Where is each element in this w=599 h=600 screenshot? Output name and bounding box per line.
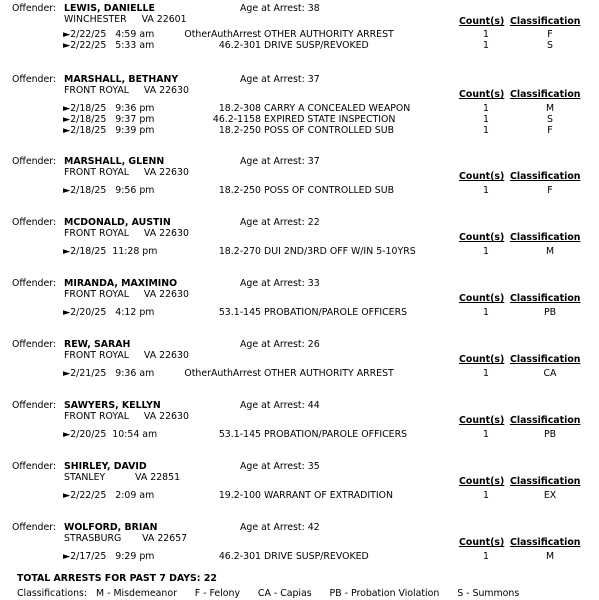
charge-code: 53.1-145 [218,429,261,440]
charge-classification: M [545,246,555,257]
charge-count: 1 [483,246,489,257]
charge-row [0,114,599,125]
charge-code: OtherAuthArrest [184,29,261,40]
offender-address: FRONT ROYAL VA 22630 [64,228,189,239]
offender-block [0,278,599,322]
charge-datetime: ►2/22/25 2:09 am [63,490,155,501]
offender-name: SHIRLEY, DAVID [64,461,147,472]
classification-header: Classification [510,476,581,487]
offender-label: Offender: [12,156,57,167]
charge-description: DRIVE SUSP/REVOKED [264,40,369,51]
offender-block [0,339,599,383]
charge-classification: S [547,114,553,125]
charge-datetime: ►2/22/25 4:59 am [63,29,155,40]
charge-row [0,429,599,440]
charge-datetime: ►2/22/25 5:33 am [63,40,155,51]
charge-description: OTHER AUTHORITY ARREST [264,368,394,379]
offender-address: FRONT ROYAL VA 22630 [64,350,189,361]
offender-address: FRONT ROYAL VA 22630 [64,85,189,96]
charge-count: 1 [483,40,489,51]
age-at-arrest: Age at Arrest: 38 [240,3,320,14]
offender-block [0,522,599,566]
charge-count: 1 [483,29,489,40]
charge-description: EXPIRED STATE INSPECTION [264,114,396,125]
charge-classification: M [545,103,555,114]
offender-address: FRONT ROYAL VA 22630 [64,289,189,300]
charge-classification: S [547,40,553,51]
count-header: Count(s) [459,476,505,487]
classification-header: Classification [510,415,581,426]
charge-count: 1 [483,551,489,562]
charge-code: 53.1-145 [218,307,261,318]
classification-header: Classification [510,537,581,548]
charge-classification: PB [543,307,557,318]
charge-datetime: ►2/20/25 10:54 am [63,429,158,440]
count-header: Count(s) [459,293,505,304]
charge-code: 46.2-301 [218,551,261,562]
count-header: Count(s) [459,89,505,100]
offender-label: Offender: [12,74,57,85]
charge-count: 1 [483,114,489,125]
total-arrests-value: 22 [203,573,217,584]
classification-legend: Classifications: M - Misdemeanor F - Felony CA - Capias PB - Probation Violation S - Summons [17,588,520,599]
offender-name: MCDONALD, AUSTIN [64,217,171,228]
classification-header: Classification [510,293,581,304]
offender-label: Offender: [12,278,57,289]
charge-code: 46.2-301 [218,40,261,51]
charge-datetime: ►2/21/25 9:36 am [63,368,155,379]
offender-name: MIRANDA, MAXIMINO [64,278,178,289]
charge-row [0,29,599,40]
age-at-arrest: Age at Arrest: 35 [240,461,320,472]
count-header: Count(s) [459,537,505,548]
charge-description: DRIVE SUSP/REVOKED [264,551,369,562]
offender-address: FRONT ROYAL VA 22630 [64,167,189,178]
age-at-arrest: Age at Arrest: 37 [240,74,320,85]
charge-description: PROBATION/PAROLE OFFICERS [264,307,408,318]
charge-description: PROBATION/PAROLE OFFICERS [264,429,408,440]
charge-description: DUI 2ND/3RD OFF W/IN 5-10YRS [264,246,416,257]
charge-datetime: ►2/20/25 4:12 pm [63,307,155,318]
offender-name: SAWYERS, KELLYN [64,400,161,411]
offender-address: STANLEY VA 22851 [64,472,181,483]
charge-row [0,125,599,136]
charge-classification: F [547,125,553,136]
age-at-arrest: Age at Arrest: 22 [240,217,320,228]
count-header: Count(s) [459,232,505,243]
age-at-arrest: Age at Arrest: 33 [240,278,320,289]
charge-row [0,368,599,379]
charge-row [0,103,599,114]
offender-block [0,156,599,200]
offender-label: Offender: [12,400,57,411]
offender-name: REW, SARAH [64,339,131,350]
charge-row [0,40,599,51]
charge-code: 18.2-308 [218,103,261,114]
age-at-arrest: Age at Arrest: 37 [240,156,320,167]
charge-row [0,246,599,257]
total-arrests-label: TOTAL ARRESTS FOR PAST 7 DAYS: [17,573,201,584]
charge-description: POSS OF CONTROLLED SUB [264,125,395,136]
charge-datetime: ►2/18/25 9:56 pm [63,185,155,196]
charge-row [0,490,599,501]
offender-label: Offender: [12,3,57,14]
age-at-arrest: Age at Arrest: 26 [240,339,320,350]
offender-name: MARSHALL, BETHANY [64,74,179,85]
charge-code: 18.2-250 [218,125,261,136]
charge-datetime: ►2/18/25 9:39 pm [63,125,155,136]
offender-block [0,461,599,505]
classification-header: Classification [510,232,581,243]
age-at-arrest: Age at Arrest: 42 [240,522,320,533]
charge-count: 1 [483,185,489,196]
offender-block [0,74,599,140]
charge-classification: F [547,29,553,40]
charge-description: OTHER AUTHORITY ARREST [264,29,394,40]
charge-classification: EX [543,490,557,501]
offender-address: STRASBURG VA 22657 [64,533,188,544]
charge-code: 19.2-100 [218,490,261,501]
offender-label: Offender: [12,522,57,533]
charge-code: 18.2-270 [218,246,261,257]
count-header: Count(s) [459,16,505,27]
classification-header: Classification [510,16,581,27]
charge-description: CARRY A CONCEALED WEAPON [264,103,411,114]
total-arrests [17,573,217,584]
charge-description: WARRANT OF EXTRADITION [264,490,394,501]
charge-datetime: ►2/18/25 11:28 pm [63,246,158,257]
offender-address: FRONT ROYAL VA 22630 [64,411,189,422]
charge-classification: M [545,551,555,562]
charge-datetime: ►2/18/25 9:36 pm [63,103,155,114]
charge-description: POSS OF CONTROLLED SUB [264,185,395,196]
charge-classification: CA [543,368,557,379]
classification-header: Classification [510,354,581,365]
classification-header: Classification [510,89,581,100]
count-header: Count(s) [459,171,505,182]
charge-classification: F [547,185,553,196]
charge-count: 1 [483,103,489,114]
charge-code: 18.2-250 [218,185,261,196]
age-at-arrest: Age at Arrest: 44 [240,400,320,411]
charge-code: OtherAuthArrest [184,368,261,379]
charge-count: 1 [483,368,489,379]
charge-datetime: ►2/17/25 9:29 pm [63,551,155,562]
charge-row [0,551,599,562]
offender-name: LEWIS, DANIELLE [64,3,155,14]
charge-count: 1 [483,490,489,501]
offender-name: MARSHALL, GLENN [64,156,165,167]
charge-count: 1 [483,429,489,440]
charge-code: 46.2-1158 [212,114,261,125]
count-header: Count(s) [459,415,505,426]
offender-block [0,217,599,261]
offender-block [0,400,599,444]
classification-header: Classification [510,171,581,182]
charge-row [0,185,599,196]
count-header: Count(s) [459,354,505,365]
charge-row [0,307,599,318]
offender-address: WINCHESTER VA 22601 [64,14,187,25]
offender-label: Offender: [12,461,57,472]
offender-name: WOLFORD, BRIAN [64,522,158,533]
offender-label: Offender: [12,339,57,350]
charge-count: 1 [483,307,489,318]
offender-block [0,3,599,58]
offender-label: Offender: [12,217,57,228]
charge-classification: PB [543,429,557,440]
charge-datetime: ►2/18/25 9:37 pm [63,114,155,125]
charge-count: 1 [483,125,489,136]
